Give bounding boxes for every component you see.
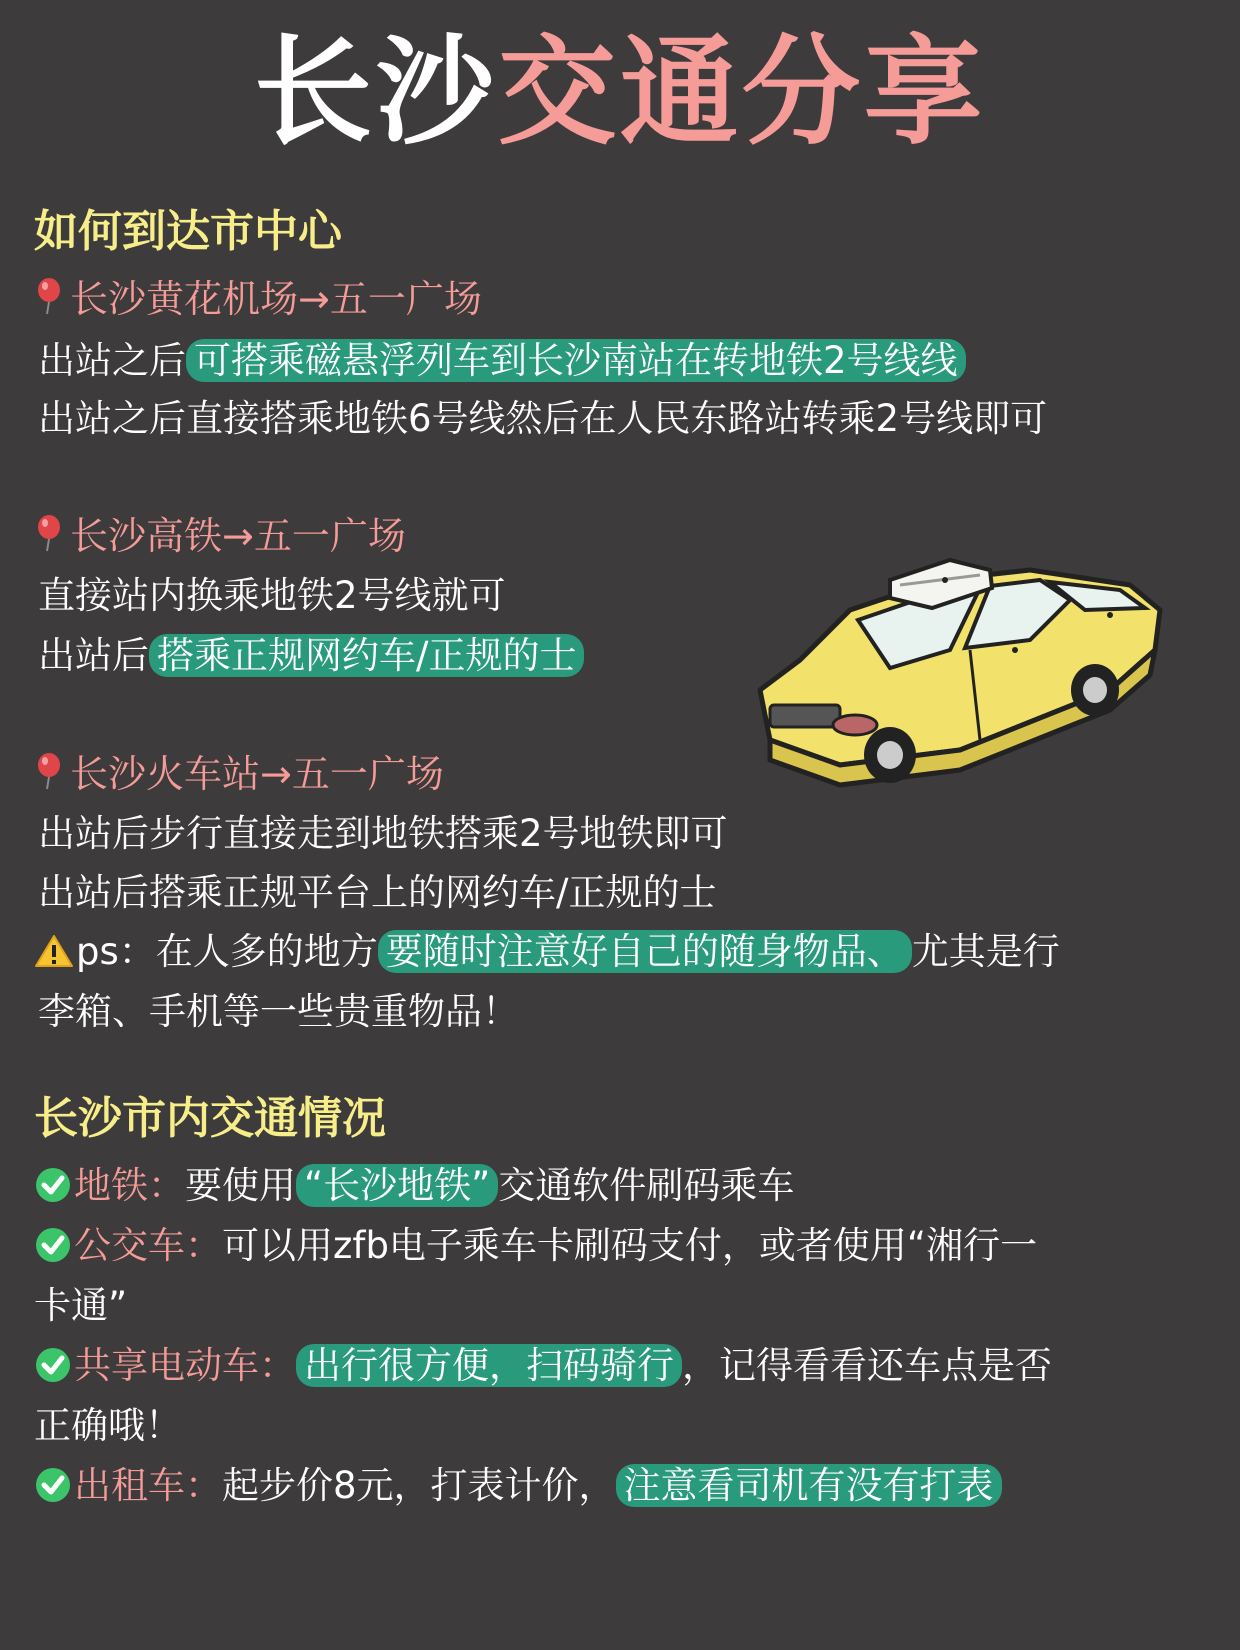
route2-line2-highlight: 搭乘正规网约车/正规的士 (149, 634, 584, 677)
subway-row (34, 1155, 794, 1209)
ps-text-post: 尤其是行 (911, 930, 1060, 973)
ebike-text-post: ，记得看看还车点是否 (682, 1344, 1052, 1387)
ps-line1 (34, 921, 1060, 975)
pin-icon (34, 513, 64, 553)
check-icon (34, 1346, 72, 1384)
route1-line2: 出站之后直接搭乘地铁6号线然后在人民东路站转乘2号线即可 (38, 397, 1048, 440)
route2-heading: 长沙高铁→五一广场 (70, 514, 406, 558)
bus-text: 可以用zfb电子乘车卡刷码支付，或者使用“湘行一 (222, 1224, 1038, 1267)
route1-heading-row (34, 268, 482, 323)
ps-highlight: 要随时注意好自己的随身物品、 (378, 930, 912, 973)
ebike-label: 共享电动车： (74, 1344, 296, 1387)
title-part1: 长沙 (253, 23, 498, 161)
pin-icon (34, 751, 64, 791)
route3-heading-row (34, 743, 444, 798)
route3-heading: 长沙火车站→五一广场 (70, 752, 444, 796)
taxi-text: 起步价8元，打表计价， (222, 1464, 616, 1507)
route1-heading: 长沙黄花机场→五一广场 (70, 277, 482, 321)
route2-line2-text: 出站后 (38, 634, 149, 677)
route2-line2 (38, 625, 584, 679)
route1-line1 (38, 330, 966, 384)
subway-text: 要使用 (185, 1164, 296, 1207)
route1-line1-text: 出站之后 (38, 339, 186, 382)
check-icon (34, 1226, 72, 1264)
route1-line1-highlight: 可搭乘磁悬浮列车到长沙南站在转地铁2号线线 (186, 339, 966, 382)
warning-icon (34, 934, 74, 968)
section1-title: 如何到达市中心 (34, 206, 342, 257)
taxi-illustration (740, 540, 1170, 800)
route3-line1: 出站后步行直接走到地铁搭乘2号地铁即可 (38, 812, 728, 855)
ebike-highlight: 出行很方便，扫码骑行 (296, 1344, 682, 1387)
ps-line2: 李箱、手机等一些贵重物品！ (38, 990, 519, 1033)
ebike-row (34, 1335, 1052, 1389)
subway-text-post: 交通软件刷码乘车 (498, 1164, 795, 1207)
check-icon (34, 1166, 72, 1204)
route2-line1: 直接站内换乘地铁2号线就可 (38, 574, 506, 617)
taxi-row (34, 1455, 1002, 1509)
route3-line2: 出站后搭乘正规平台上的网约车/正规的士 (38, 871, 717, 914)
route2-heading-row (34, 505, 406, 560)
bus-line2: 卡通” (34, 1284, 128, 1327)
bus-row (34, 1215, 1037, 1269)
page-title (0, 23, 1240, 161)
taxi-highlight: 注意看司机有没有打表 (616, 1464, 1002, 1507)
ebike-line2: 正确哦！ (34, 1404, 182, 1447)
subway-highlight: “长沙地铁” (296, 1164, 498, 1207)
section2-title: 长沙市内交通情况 (34, 1093, 386, 1144)
subway-label: 地铁： (74, 1164, 185, 1207)
pin-icon (34, 276, 64, 316)
ps-text: ps：在人多的地方 (76, 930, 378, 973)
taxi-label: 出租车： (74, 1464, 222, 1507)
bus-label: 公交车： (74, 1224, 222, 1267)
title-part2: 交通分享 (498, 23, 987, 161)
check-icon (34, 1466, 72, 1504)
